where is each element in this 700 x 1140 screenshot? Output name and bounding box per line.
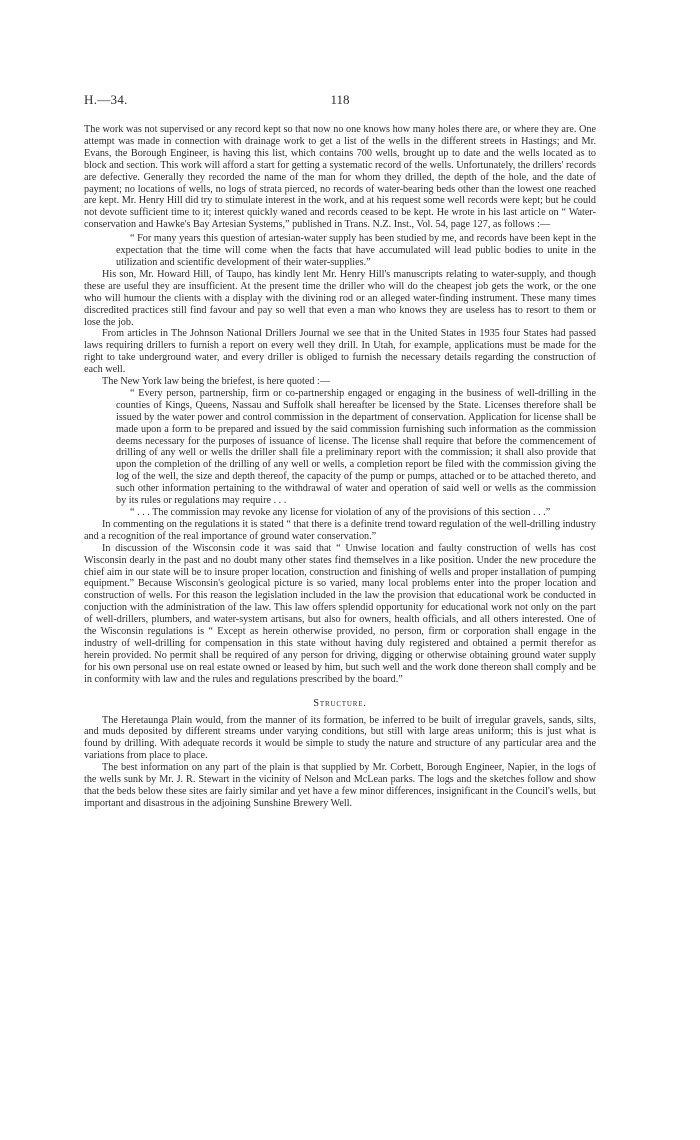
paragraph: From articles in The Johnson National Drillers Journal we see that in the United States in 1935 four States had passed laws requiring drillers to furnish a report on every well they drill. In Utah, for example, applications must be made for the right to take underground water, and every driller is obliged to furnish the necessary details regarding the construction of each well. <box>84 328 596 376</box>
section-heading: Structure. <box>313 697 367 709</box>
paragraph: The work was not supervised or any record kept so that now no one knows how many holes there are, or where they are. One attempt was made in connection with drainage work to get a list of the wells in the different streets in Hastings; and Mr. Evans, the Borough Engineer, is having this list, which contains 700 wells, brought up to date and the wells located as to block and section. This work will afford a start for getting a systematic record of the wells. Unfortunately, the drillers' records are defective. Generally they recorded the name of the man for whom they drilled, the depth of the hole, and the date of payment; no locations of wells, no logs of strata pierced, no records of water-bearing beds other than the lowest one reached are kept. Mr. Henry Hill did try to stimulate interest in the work, and at his request some well records were kept; but he could not devote sufficient time to it; interest quickly waned and records ceased to be kept. He wrote in his last article on “ Water-conservation and Hawke's Bay Artesian Systems,” published in Trans. N.Z. Inst., Vol. 54, page 127, as follows :— <box>84 124 597 231</box>
page-header <box>84 92 596 110</box>
paragraph: The New York law being the briefest, is here quoted :— <box>102 376 331 388</box>
paragraph: In commenting on the regulations it is stated “ that there is a definite trend toward regulation of the well-drilling industry and a recognition of the real importance of ground water conservation.” <box>84 518 596 542</box>
paragraph: His son, Mr. Howard Hill, of Taupo, has kindly lent Mr. Henry Hill's manuscripts relating to water-supply, and though these are useful they are insufficient. At the present time the driller who will do the cheapest job gets the work, or the one who will humour the clients with a display with the divining rod or an alleged water-finding instrument. These many times discredited practices still find favour and pay so well that even a man who knows they are useless has to resort to them or lose the job. <box>84 268 596 328</box>
paragraph: The Heretaunga Plain would, from the manner of its formation, be inferred to be built of irregular gravels, sands, silts, and muds deposited by different streams under varying conditions, but still with large areas uniform; this is just what is found by drilling. With adequate records it would be simple to study the nature and structure of any particular area and the variations from place to place. <box>84 714 596 762</box>
block-quote: “ . . . The commission may revoke any license for violation of any of the provisions of this section . . .” <box>130 507 551 518</box>
paragraph: The best information on any part of the plain is that supplied by Mr. Corbett, Borough Engineer, Napier, in the logs of the wells sunk by Mr. J. R. Stewart in the vicinity of Nelson and McLean parks. The logs and the sketches follow and show that the beds below these sites are fairly similar and yet have a few minor differences, insignificant in the Council's wells, but important and disastrous in the adjoining Sunshine Brewery Well. <box>84 762 596 809</box>
block-quote: “ Every person, partnership, firm or co-partnership engaged or engaging in the business of well-drilling in the counties of Kings, Queens, Nassau and Suffolk shall hereafter be licensed by the State. Licenses therefore shall be issued by the water power and control commission in the department of conservation. Application for license shall be made upon a form to be prepared and issued by the said commission furnishing such information as the commission deems necessary for the purposes of issuance of license. The license shall require that before the commencement of drilling of any well or wells the driller shall file a preliminary report with the commission; it shall also provide that upon the completion of the drilling of any well or wells, a completion report be filed with the commission giving the log of the well, the size and depth thereof, the capacity of the pump or pumps, attached or to be attached thereto, and such other information pertaining to the withdrawal of water and operation of said well or wells as the commission by its rules or regulations may require . . . <box>116 387 596 507</box>
block-quote: “ For many years this question of artesian-water supply has been studied by me, and records have been kept in the expectation that the time will come when the facts that have accumulated will lead public bodies to unite in the utilization and scientific development of their water-supplies.” <box>116 233 596 268</box>
page-body <box>84 124 596 810</box>
paragraph: In discussion of the Wisconsin code it was said that “ Unwise location and faulty construction of wells has cost Wisconsin dearly in the past and no doubt many other states find themselves in a like position. Under the new procedure the chief aim in our state will be to insure proper location, construction and finishing of wells and proper installation of pumping equipment.” Because Wisconsin's geological picture is so varied, many local problems enter into the proper location and construction of wells. For this reason the legislation included in the law the provision that educational work be conducted in conjuction with the administration of the law. This law offers splendid opportunity for educational work not only on the part of well-drillers, plumbers, and water-system artisans, but also for owners, health officials, and all others interested. One of the Wisconsin regulations is “ Except as herein otherwise provided, no person, firm or corporation shall engage in the industry of well-drilling for compensation in this state without having duly registered and obtained a permit therefor as herein provided. No permit shall be required of any person for driving, digging or otherwise obtaining ground water supply for his own personal use on real estate owned or leased by him, but such well and the work done thereon shall comply and be in conformity with law and the rules and regulations prescribed by the board.” <box>84 542 596 685</box>
report-reference: H.—34. <box>84 92 128 107</box>
page-number: 118 <box>330 92 350 107</box>
